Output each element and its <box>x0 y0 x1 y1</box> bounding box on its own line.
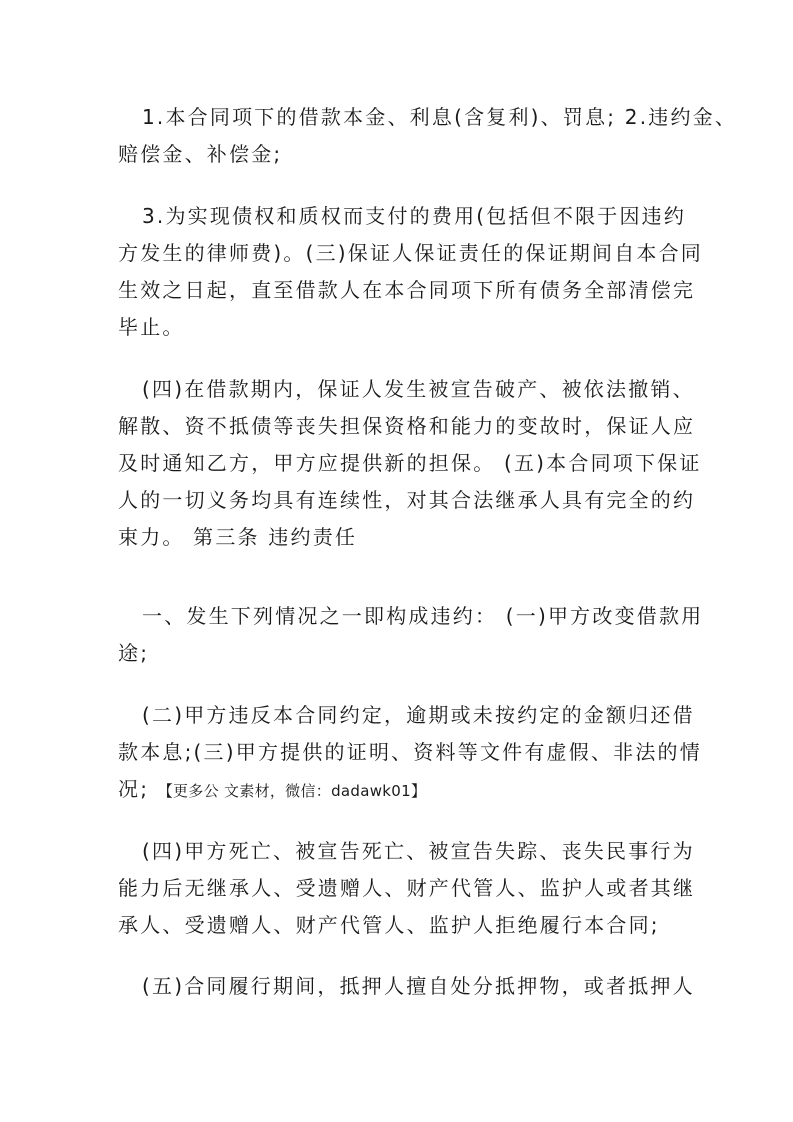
text-line: 生效之日起，直至借款人在本合同项下所有债务全部清偿完 <box>118 278 696 302</box>
text-line: 一、发生下列情况之一即构成违约： (一)甲方改变借款用 <box>142 604 704 628</box>
text-line: 款本息;(三)甲方提供的证明、资料等文件有虚假、非法的情 <box>118 740 702 764</box>
text-line: 解散、资不抵债等丧失担保资格和能力的变故时，保证人应 <box>118 414 696 438</box>
paragraph-6 <box>118 833 696 944</box>
paragraph-2 <box>118 198 704 346</box>
text-line: 途; <box>118 641 150 665</box>
paragraph-1 <box>118 99 738 173</box>
paragraph-5 <box>118 697 702 808</box>
text-line: (二)甲方违反本合同约定，逾期或未按约定的金额归还借 <box>142 703 695 727</box>
text-line: 3.为实现债权和质权而支付的费用(包括但不限于因违约 <box>142 204 687 228</box>
text-line: (五)合同履行期间，抵押人擅自处分抵押物，或者抵押人 <box>142 974 695 998</box>
text-line: 方发生的律师费)。(三)保证人保证责任的保证期间自本合同 <box>118 241 704 265</box>
text-line: 人的一切义务均具有连续性，对其合法继承人具有完全的约 <box>118 488 696 512</box>
paragraph-3 <box>118 371 702 556</box>
promo-note: 【更多公 文素材，微信：dadawk01】 <box>157 782 427 800</box>
paragraph-7 <box>118 968 695 1005</box>
paragraph-4 <box>118 598 704 672</box>
text-line: 赔偿金、补偿金; <box>118 142 283 166</box>
text-line: (四)甲方死亡、被宣告死亡、被宣告失踪、丧失民事行为 <box>142 839 695 863</box>
text-line: 束力。 第三条 违约责任 <box>118 525 358 549</box>
text-line: 1.本合同项下的借款本金、利息(含复利)、罚息; 2.违约金、 <box>142 105 738 129</box>
text-line: 及时通知乙方，甲方应提供新的担保。 (五)本合同项下保证 <box>118 451 702 475</box>
text-line: 承人、受遗赠人、财产代管人、监护人拒绝履行本合同; <box>118 913 660 937</box>
text-line: 能力后无继承人、受遗赠人、财产代管人、监护人或者其继 <box>118 876 696 900</box>
text-fragment: 况; <box>118 777 150 801</box>
text-line: (四)在借款期内，保证人发生被宣告破产、被依法撤销、 <box>142 377 695 401</box>
text-line-with-note <box>118 771 678 808</box>
text-line: 毕止。 <box>118 315 185 339</box>
